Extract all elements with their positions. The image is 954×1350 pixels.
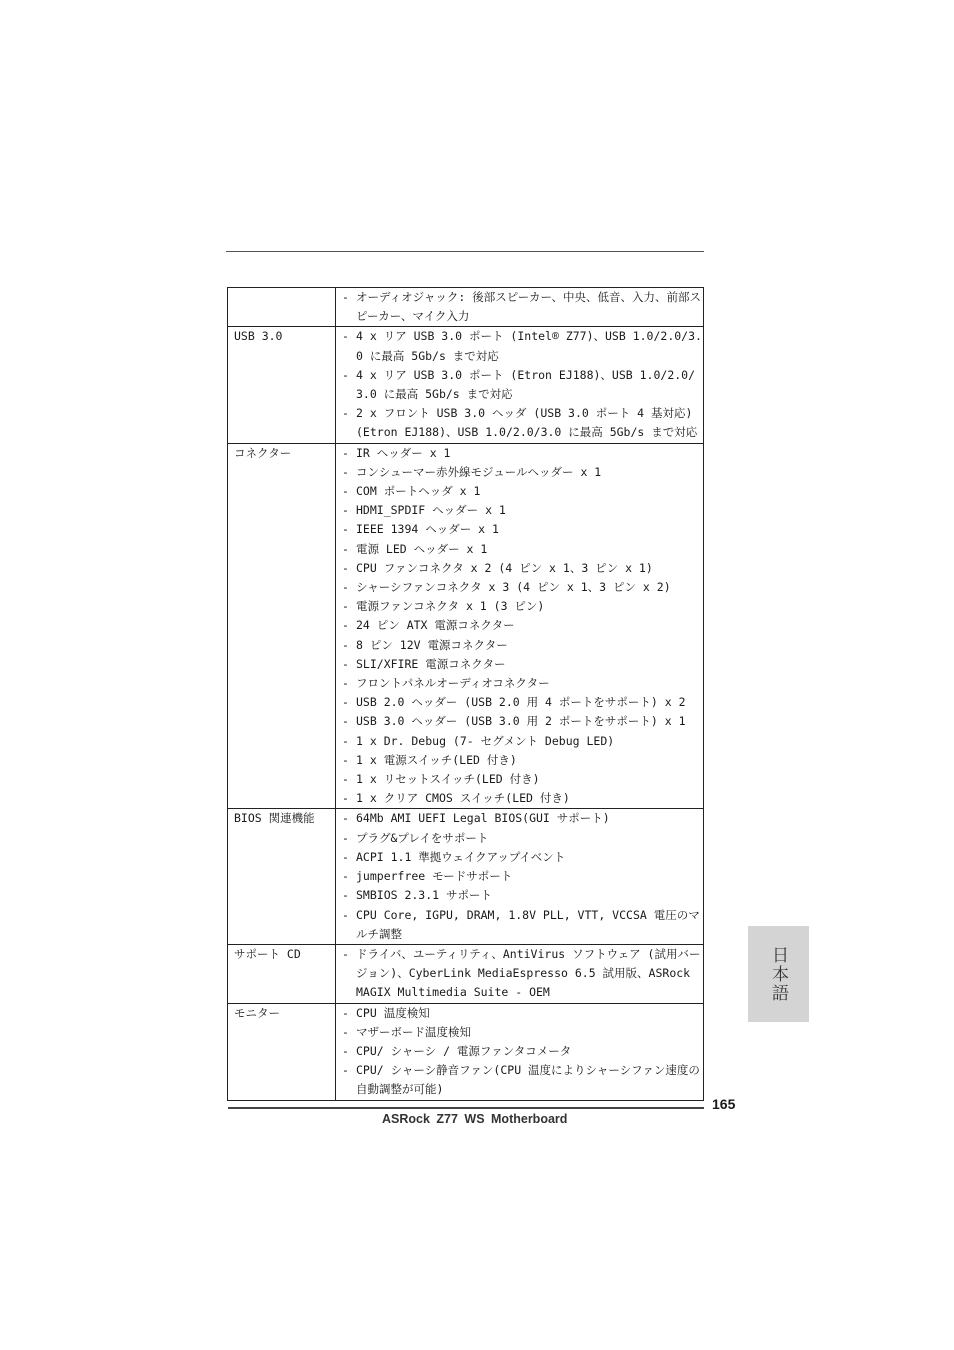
- footer-title: ASRock Z77 WS Motherboard: [382, 1112, 568, 1126]
- spec-value: [336, 944, 704, 1003]
- spec-value: [336, 809, 704, 944]
- spec-value: [336, 443, 704, 809]
- spec-item: - マザーボード温度検知: [342, 1023, 703, 1042]
- spec-item: - 24 ピン ATX 電源コネクター: [342, 616, 703, 635]
- spec-item: - オーディオジャック: 後部スピーカー、中央、低音、入力、前部スピーカー、マイク入力: [342, 288, 703, 326]
- spec-item: - 2 x フロント USB 3.0 ヘッダ (USB 3.0 ポート 4 基対応) (Etron EJ188)、USB 1.0/2.0/3.0 に最高 5Gb/s まで対応: [342, 404, 703, 442]
- spec-item: - 64Mb AMI UEFI Legal BIOS(GUI サポート): [342, 809, 703, 828]
- spec-item: - プラグ&プレイをサポート: [342, 829, 703, 848]
- spec-item: - 1 x クリア CMOS スイッチ(LED 付き): [342, 789, 703, 808]
- language-tab-label: 日本語: [768, 945, 788, 1003]
- spec-item: - 電源ファンコネクタ x 1 (3 ピン): [342, 597, 703, 616]
- spec-item: - COM ポートヘッダ x 1: [342, 482, 703, 501]
- spec-value: [336, 327, 704, 443]
- spec-label: モニター: [228, 1003, 336, 1100]
- spec-item: - CPU/ シャーシ / 電源ファンタコメータ: [342, 1042, 703, 1061]
- spec-item: - 1 x リセットスイッチ(LED 付き): [342, 770, 703, 789]
- spec-item: - ドライバ、ユーティリティ、AntiVirus ソフトウェア (試用バージョン)、CyberLink MediaEspresso 6.5 試用版、ASRock MAGIX Multimedia Suite - OEM: [342, 945, 703, 1003]
- spec-item: - シャーシファンコネクタ x 3 (4 ピン x 1、3 ピン x 2): [342, 578, 703, 597]
- spec-label: [228, 288, 336, 327]
- spec-value: [336, 1003, 704, 1100]
- spec-item: - IEEE 1394 ヘッダー x 1: [342, 520, 703, 539]
- spec-item: - 1 x Dr. Debug (7- セグメント Debug LED): [342, 732, 703, 751]
- spec-item: - コンシューマー赤外線モジュールヘッダー x 1: [342, 463, 703, 482]
- spec-row: [228, 809, 704, 944]
- spec-item: - 1 x 電源スイッチ(LED 付き): [342, 751, 703, 770]
- spec-item: - ACPI 1.1 準拠ウェイクアップイベント: [342, 848, 703, 867]
- header-rule: [226, 251, 704, 252]
- spec-item: - CPU/ シャーシ静音ファン(CPU 温度によりシャーシファン速度の自動調整が可能): [342, 1061, 703, 1099]
- spec-item: - HDMI_SPDIF ヘッダー x 1: [342, 501, 703, 520]
- spec-item: - 4 x リア USB 3.0 ポート (Etron EJ188)、USB 1.0/2.0/3.0 に最高 5Gb/s まで対応: [342, 366, 703, 404]
- spec-item: - SMBIOS 2.3.1 サポート: [342, 886, 703, 905]
- spec-row: [228, 1003, 704, 1100]
- spec-item: - CPU Core, IGPU, DRAM, 1.8V PLL, VTT, VCCSA 電圧のマルチ調整: [342, 906, 703, 944]
- spec-label: USB 3.0: [228, 327, 336, 443]
- footer-rule: [228, 1107, 704, 1109]
- spec-item: - jumperfree モードサポート: [342, 867, 703, 886]
- spec-row: [228, 327, 704, 443]
- spec-row: [228, 443, 704, 809]
- spec-label: BIOS 関連機能: [228, 809, 336, 944]
- spec-table: [227, 287, 704, 1101]
- spec-item: - IR ヘッダー x 1: [342, 444, 703, 463]
- spec-item: - フロントパネルオーディオコネクター: [342, 674, 703, 693]
- spec-item: - SLI/XFIRE 電源コネクター: [342, 655, 703, 674]
- page-number: 165: [712, 1096, 736, 1112]
- spec-item: - CPU ファンコネクタ x 2 (4 ピン x 1、3 ピン x 1): [342, 559, 703, 578]
- spec-item: - 4 x リア USB 3.0 ポート (Intel® Z77)、USB 1.0/2.0/3.0 に最高 5Gb/s まで対応: [342, 327, 703, 365]
- spec-value: [336, 288, 704, 327]
- spec-label: コネクター: [228, 443, 336, 809]
- spec-label: サポート CD: [228, 944, 336, 1003]
- spec-item: - 電源 LED ヘッダー x 1: [342, 540, 703, 559]
- spec-row: [228, 288, 704, 327]
- spec-item: - 8 ピン 12V 電源コネクター: [342, 636, 703, 655]
- spec-item: - USB 2.0 ヘッダー (USB 2.0 用 4 ポートをサポート) x 2: [342, 693, 703, 712]
- language-tab: [748, 926, 809, 1022]
- spec-item: - USB 3.0 ヘッダー (USB 3.0 用 2 ポートをサポート) x 1: [342, 712, 703, 731]
- spec-item: - CPU 温度検知: [342, 1004, 703, 1023]
- spec-row: [228, 944, 704, 1003]
